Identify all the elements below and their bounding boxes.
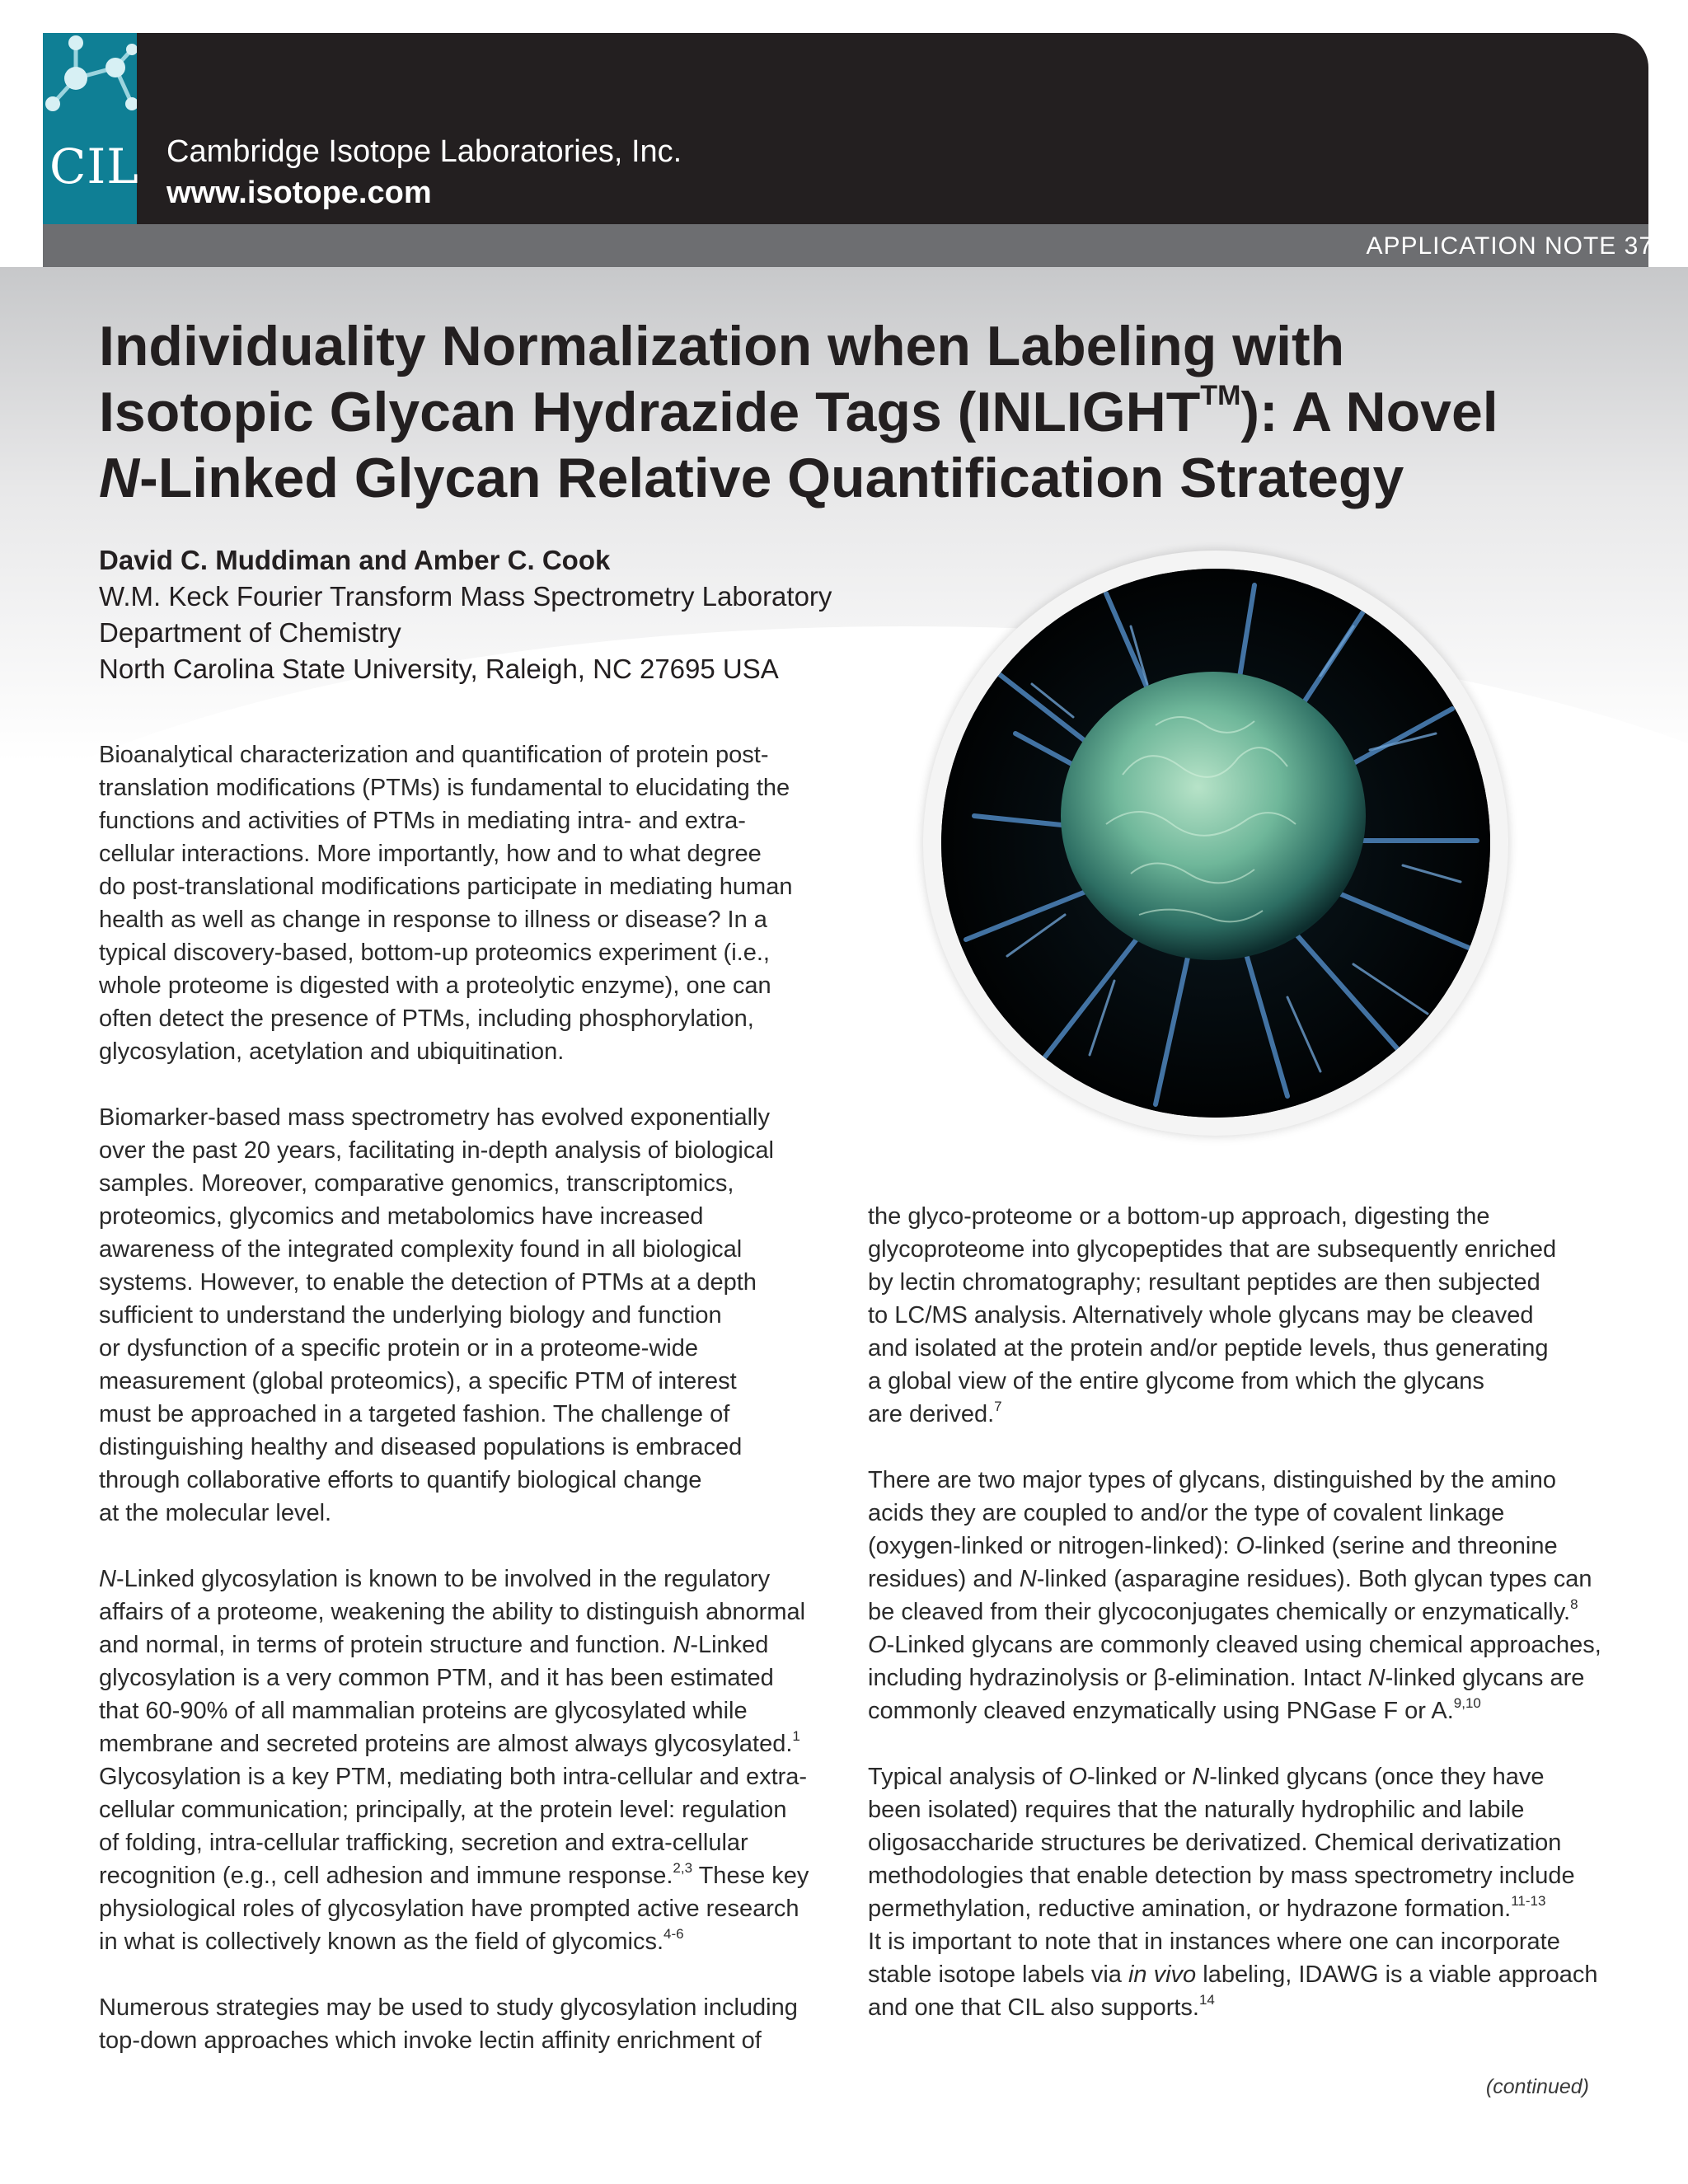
- molecule-icon: [43, 33, 137, 124]
- trademark-mark: TM: [1200, 380, 1241, 411]
- author-university: North Carolina State University, Raleigh, NC 27695 USA: [99, 654, 779, 684]
- paragraph: Numerous strategies may be used to study glycosylation including top-down approaches which invoke lectin affinity enrichment of: [99, 1994, 798, 2054]
- paragraph: Bioanalytical characterization and quantification of protein post- translation modifications (PTMs) is fundamental to elucidating the functions and activities of PTMs in mediating intra- and extra- cellular interactions. More importantly, how and to what degree do post-translational modifications participate in mediating human health as well as change in response to illness or disease? In a typical discovery-based, bottom-up proteomics experiment (i.e., whole proteome is digested with a proteolytic enzyme), one can often detect the presence of PTMs, including phosphorylation, glycosylation, acetylation and ubiquitination.: [99, 742, 793, 1065]
- logo-text: CIL: [49, 138, 139, 194]
- citation: 9,10: [1453, 1695, 1481, 1711]
- body-column-right: [868, 1200, 1610, 2057]
- cell-image-frame: [923, 551, 1508, 1136]
- cil-logo: [43, 33, 137, 224]
- website-link[interactable]: www.isotope.com: [166, 176, 432, 210]
- page-title: [99, 313, 1517, 511]
- author-block: [99, 542, 832, 687]
- paragraph: There are two major types of glycans, distinguished by the amino acids they are coupled to and/or the type of covalent linkage (oxygen-linked or nitrogen-linked): O-linked (serine and threonine residues) and N-linked (asparagine residues). Both glycan types can be cleaved from their glycoconjugates chemically or enzymatically.$^8$ O-Linked glycans are commonly cleaved using chemical approaches, including hydrazinolysis or β-elimination. Intact N-linked glycans are commonly cleaved enzymatically using PNGase F or A.$^{9,10}$: [868, 1467, 1601, 1724]
- paragraph: Typical analysis of O-linked or N-linked glycans (once they have been isolated) requires that the naturally hydrophilic and labile oligosaccharide structures be derivatized. Chemical derivatization methodologies that enable detection by mass spectrometry include permethylation, reductive amination, or hydrazone formation.$^{11-13}$ It is important to note that in instances where one can incorporate stable isotope labels via in vivo labeling, IDAWG is a viable approach and one that CIL also supports.$^{14}$: [868, 1764, 1598, 2021]
- title-line-2: Isotopic Glycan Hydrazide Tags (INLIGHT™): A Novel: [99, 380, 1498, 443]
- application-note-label: APPLICATION NOTE 37: [1366, 232, 1653, 260]
- body-column-left: [99, 738, 841, 2090]
- citation: 2,3: [673, 1860, 693, 1876]
- author-names: David C. Muddiman and Amber C. Cook: [99, 545, 611, 575]
- citation: 8: [1570, 1596, 1578, 1612]
- citation: 1: [792, 1728, 800, 1744]
- author-lab: W.M. Keck Fourier Transform Mass Spectrometry Laboratory: [99, 581, 832, 612]
- company-name: Cambridge Isotope Laboratories, Inc.: [166, 134, 682, 169]
- paragraph: the glyco-proteome or a bottom-up approach, digesting the glycoproteome into glycopeptides that are subsequently enriched by lectin chromatography; resultant peptides are then subjected to LC/MS analysis. Alternatively whole glycans may be cleaved and isolated at the protein and/or peptide levels, thus generating a global view of the entire glycome from which the glycans are derived.$^7$: [868, 1203, 1557, 1427]
- paragraph: Biomarker-based mass spectrometry has evolved exponentially over the past 20 years, facilitating in-depth analysis of biological samples. Moreover, comparative genomics, transcriptomics, proteomics, glycomics and metabolomics have increased awareness of the integrated complexity found in all biological systems. However, to enable the detection of PTMs at a depth sufficient to understand the underlying biology and function or dysfunction of a specific protein or in a proteome-wide measurement (global proteomics), a specific PTM of interest must be approached in a targeted fashion. The challenge of distinguishing healthy and diseased populations is embraced through collaborative efforts to quantify biological change at the molecular level.: [99, 1104, 774, 1526]
- citation: 4-6: [663, 1926, 684, 1942]
- title-line-1: Individuality Normalization when Labeling with: [99, 315, 1345, 377]
- cell-micrograph-image: [941, 569, 1490, 1118]
- citation: 11-13: [1511, 1893, 1546, 1909]
- paragraph: N-Linked glycosylation is known to be involved in the regulatory affairs of a proteome, weakening the ability to distinguish abnormal and normal, in terms of protein structure and function. N-Linked glycosylation is a very common PTM, and it has been estimated that 60-90% of all mammalian proteins are glycosylated while membrane and secreted proteins are almost always glycosylated.$^1$ Glycosylation is a key PTM, mediating both intra-cellular and extra- cellular communication; principally, at the protein level: regulation of folding, intra-cellular trafficking, secretion and extra-cellular recognition (e.g., cell adhesion and immune response.$^{2,3}$ These key physiological roles of glycosylation have prompted active research in what is collectively known as the field of glycomics.$^{4-6}$: [99, 1566, 809, 1955]
- citation: 7: [994, 1399, 1002, 1414]
- citation: 14: [1198, 1992, 1215, 2008]
- author-department: Department of Chemistry: [99, 617, 401, 648]
- title-line-3: N-Linked Glycan Relative Quantification Strategy: [99, 447, 1404, 509]
- continued-note: (continued): [1485, 2075, 1589, 2098]
